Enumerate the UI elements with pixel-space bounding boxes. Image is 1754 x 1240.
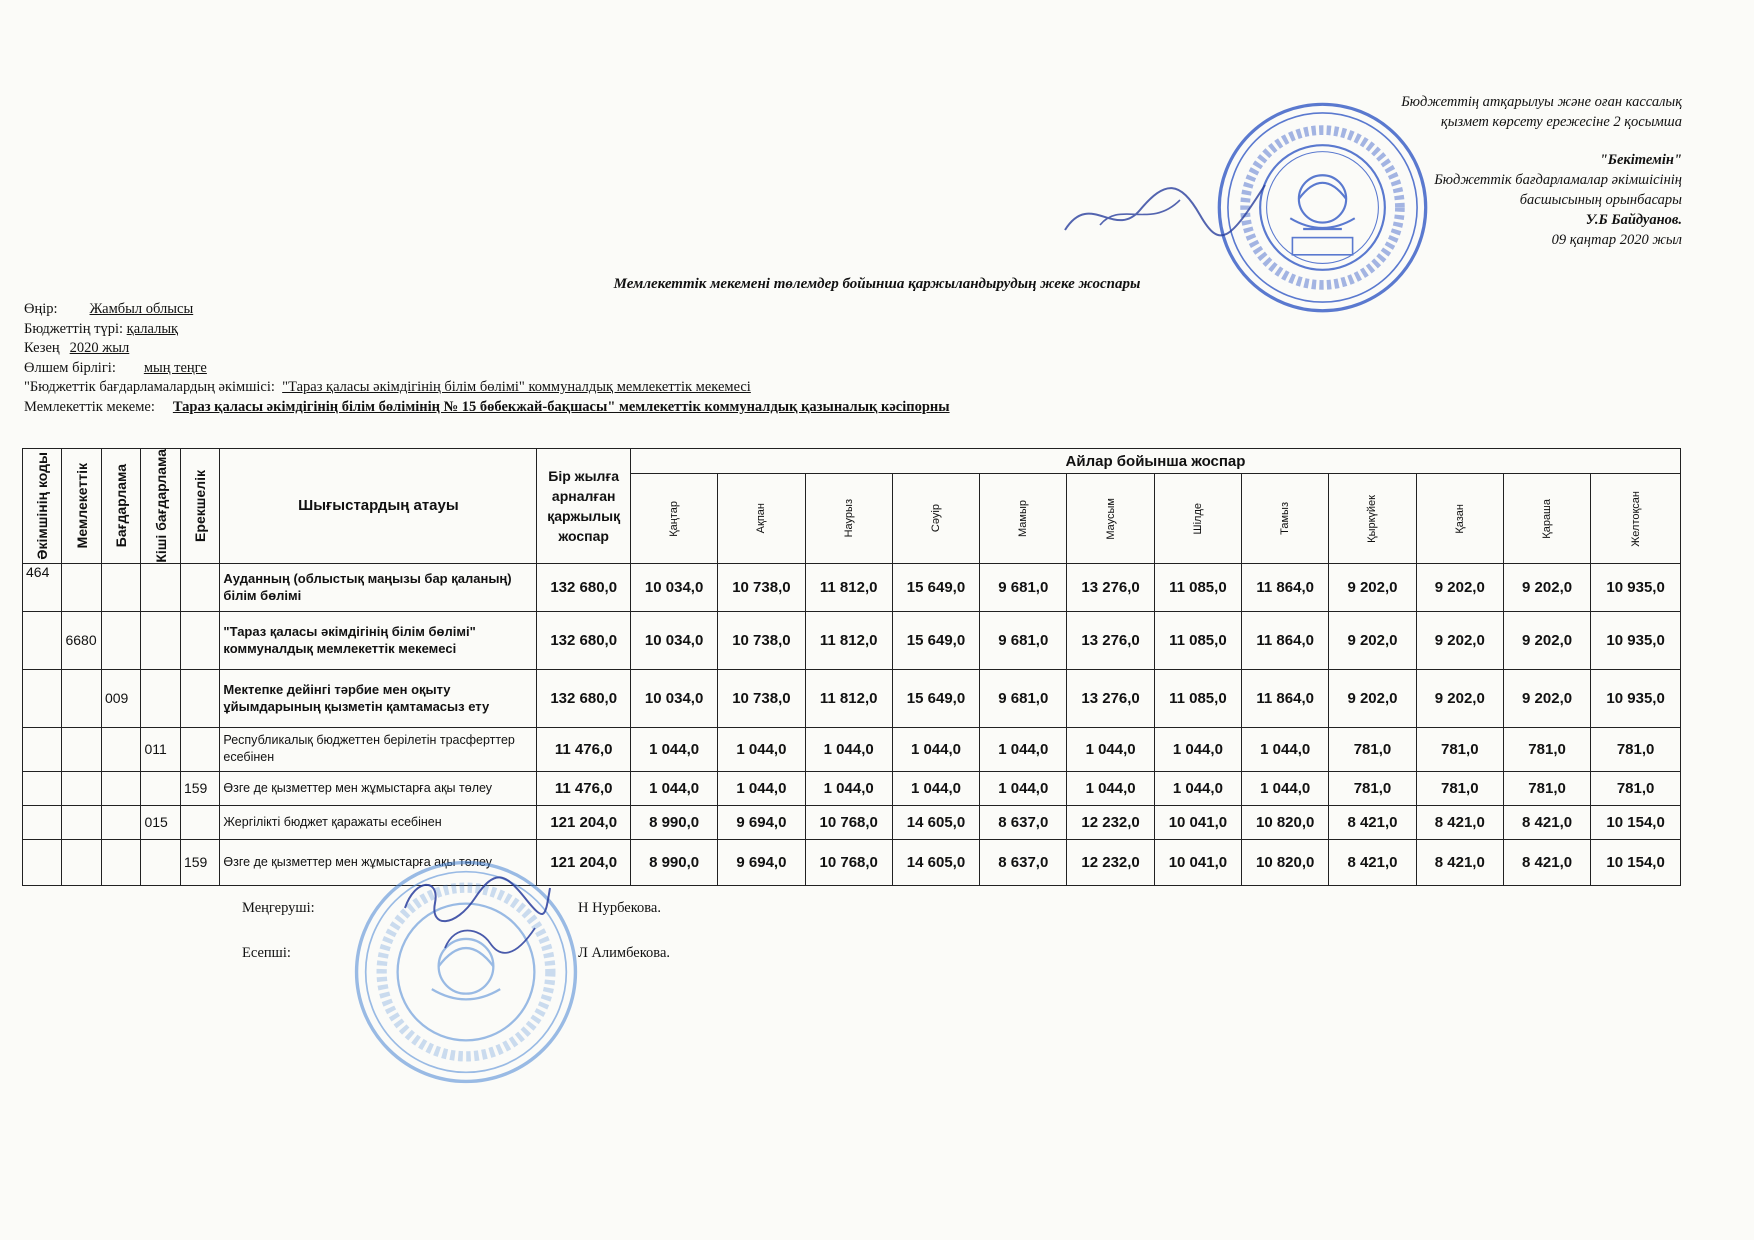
code-cell: 009 [101,669,140,727]
code-cell [62,805,101,839]
header-month: Сәуір [892,474,979,563]
header-specific: Ерекшелік [180,449,219,564]
code-cell: 6680 [62,611,101,669]
code-cell [180,669,219,727]
month-value: 9 202,0 [1416,563,1503,611]
month-value: 10 041,0 [1154,839,1241,885]
header-annual: Бір жылға арналған қаржылық жоспар [537,449,631,564]
month-value: 8 637,0 [980,805,1067,839]
month-value: 10 820,0 [1242,805,1329,839]
month-value: 1 044,0 [1067,727,1154,771]
month-value: 9 681,0 [980,563,1067,611]
table-row [23,839,1681,885]
month-value: 10 738,0 [718,669,805,727]
code-cell: 159 [180,839,219,885]
month-value: 11 812,0 [805,563,892,611]
month-value: 10 738,0 [718,563,805,611]
expense-name: "Тараз қаласы әкімдігінің білім бөлімі" коммуналдық мемлекеттік мекемесі [220,611,537,669]
admin-value: "Тараз қаласы әкімдігінің білім бөлімі" коммуналдық мемлекеттік мекемесі [282,379,751,395]
month-value: 8 990,0 [630,839,717,885]
month-value: 781,0 [1329,727,1416,771]
month-value: 11 864,0 [1242,669,1329,727]
month-value: 9 681,0 [980,669,1067,727]
month-value: 1 044,0 [718,771,805,805]
month-value: 10 820,0 [1242,839,1329,885]
month-value: 10 034,0 [630,611,717,669]
month-value: 9 694,0 [718,839,805,885]
code-cell [101,839,140,885]
annual-plan-value: 121 204,0 [537,805,631,839]
month-value: 1 044,0 [980,727,1067,771]
code-cell [62,669,101,727]
month-value: 11 812,0 [805,669,892,727]
annual-plan-value: 132 680,0 [537,563,631,611]
annual-plan-value: 132 680,0 [537,669,631,727]
month-value: 1 044,0 [1067,771,1154,805]
month-value: 10 768,0 [805,839,892,885]
month-value: 11 085,0 [1154,563,1241,611]
month-value: 9 202,0 [1503,563,1590,611]
institution-value: Тараз қаласы әкімдігінің білім бөлімінің № 15 бөбекжай-бақшасы" мемлекеттік коммуналдық қазыналық кәсіпорны [172,398,950,415]
table-row [23,611,1681,669]
code-cell [62,771,101,805]
code-cell [180,611,219,669]
header-month: Қазан [1416,474,1503,563]
month-value: 9 202,0 [1329,669,1416,727]
code-cell [141,563,180,611]
accountant-label: Есепші: [242,945,291,961]
header-month: Желтоқсан [1591,474,1681,563]
code-cell [62,727,101,771]
code-cell [101,771,140,805]
month-value: 14 605,0 [892,805,979,839]
month-value: 9 202,0 [1503,669,1590,727]
month-value: 1 044,0 [892,771,979,805]
month-value: 9 202,0 [1416,669,1503,727]
head-label: Меңгеруші: [242,900,315,916]
accountant-name: Л Алимбекова. [578,945,670,961]
budget-type-value: қалалық [126,320,179,337]
approver-position-1: Бюджеттік бағдарламалар әкімшісінің [1434,172,1682,188]
month-value: 9 202,0 [1416,611,1503,669]
expense-name: Өзге де қызметтер мен жұмыстарға ақы төлеу [220,771,537,805]
code-cell [23,611,62,669]
month-value: 1 044,0 [1242,771,1329,805]
month-value: 10 034,0 [630,669,717,727]
plan-title: Мемлекеттік мекемені төлемдер бойынша қаржыландырудың жеке жоспары [613,276,1141,292]
code-cell [180,805,219,839]
code-cell: 011 [141,727,180,771]
header-month: Қараша [1503,474,1590,563]
month-value: 10 034,0 [630,563,717,611]
code-cell [23,839,62,885]
month-value: 8 421,0 [1416,805,1503,839]
month-value: 1 044,0 [1242,727,1329,771]
approver-name: У.Б Байдуанов. [1585,212,1682,228]
code-cell [180,727,219,771]
annual-plan-value: 132 680,0 [537,611,631,669]
month-value: 9 202,0 [1329,611,1416,669]
code-cell [23,727,62,771]
month-value: 9 202,0 [1329,563,1416,611]
table-row [23,669,1681,727]
month-value: 14 605,0 [892,839,979,885]
expense-name: Жергілікті бюджет қаражаты есебінен [220,805,537,839]
month-value: 12 232,0 [1067,805,1154,839]
region-value: Жамбыл облысы [89,301,194,317]
code-cell: 015 [141,805,180,839]
month-value: 781,0 [1591,771,1681,805]
month-value: 781,0 [1591,727,1681,771]
code-cell [141,611,180,669]
month-value: 10 935,0 [1591,563,1681,611]
approve-label: "Бекітемін" [1599,152,1682,168]
approval-date: 09 қаңтар 2020 жыл [1551,232,1682,248]
period-value: 2020 жыл [69,340,130,356]
month-value: 11 864,0 [1242,611,1329,669]
month-value: 9 694,0 [718,805,805,839]
code-cell: 464 [23,563,62,611]
month-value: 13 276,0 [1067,611,1154,669]
header-month: Наурыз [805,474,892,563]
period-label: Кезең [24,340,60,356]
header-months-title: Айлар бойынша жоспар [630,449,1680,474]
financing-plan-table [22,448,1681,886]
code-cell [141,669,180,727]
month-value: 13 276,0 [1067,669,1154,727]
code-cell [23,669,62,727]
admin-label: "Бюджеттік бағдарламалардың әкімшісі: [24,379,275,395]
code-cell [141,771,180,805]
header-month: Ақпан [718,474,805,563]
month-value: 1 044,0 [805,727,892,771]
header-month: Қыркүйек [1329,474,1416,563]
head-name: Н Нурбекова. [578,900,661,916]
header-month: Мамыр [980,474,1067,563]
month-value: 8 421,0 [1329,839,1416,885]
month-value: 8 421,0 [1503,805,1590,839]
header-month: Шілде [1154,474,1241,563]
code-cell [141,839,180,885]
month-value: 10 041,0 [1154,805,1241,839]
header-month: Қаңтар [630,474,717,563]
expense-name: Өзге де қызметтер мен жұмыстарға ақы төлеу [220,839,537,885]
table-row [23,563,1681,611]
appendix-line-2: қызмет көрсету ережесіне 2 қосымша [1440,114,1682,130]
code-cell [101,563,140,611]
month-value: 1 044,0 [805,771,892,805]
month-value: 10 738,0 [718,611,805,669]
month-value: 11 864,0 [1242,563,1329,611]
month-value: 10 935,0 [1591,669,1681,727]
month-value: 781,0 [1503,727,1590,771]
expense-name: Ауданның (облыстық маңызы бар қаланың) білім бөлімі [220,563,537,611]
month-value: 8 637,0 [980,839,1067,885]
header-month: Тамыз [1242,474,1329,563]
signature-scribble [1060,170,1270,250]
table-row [23,771,1681,805]
appendix-line-1: Бюджеттің атқарылуы және оған кассалық [1401,94,1682,110]
code-cell [101,805,140,839]
month-value: 1 044,0 [1154,771,1241,805]
expense-name: Республикалық бюджеттен берілетін трасферттер есебінен [220,727,537,771]
month-value: 10 768,0 [805,805,892,839]
institution-label: Мемлекеттік мекеме: [24,398,155,415]
month-value: 8 421,0 [1416,839,1503,885]
month-value: 1 044,0 [1154,727,1241,771]
annual-plan-value: 11 476,0 [537,771,631,805]
month-value: 11 812,0 [805,611,892,669]
month-value: 9 681,0 [980,611,1067,669]
code-cell [62,839,101,885]
month-value: 11 085,0 [1154,669,1241,727]
month-value: 8 421,0 [1329,805,1416,839]
header-admin-code: Әкімшінің коды [23,449,62,564]
month-value: 8 990,0 [630,805,717,839]
unit-label: Өлшем бірлігі: [24,359,116,376]
month-value: 12 232,0 [1067,839,1154,885]
month-value: 781,0 [1416,727,1503,771]
signature-scribble [395,868,555,968]
budget-type-label: Бюджеттің түрі: [24,320,124,337]
month-value: 1 044,0 [630,727,717,771]
plan-meta [24,300,950,417]
month-value: 10 154,0 [1591,839,1681,885]
code-cell [23,771,62,805]
approver-position-2: басшысының орынбасары [1519,192,1682,208]
annual-plan-value: 121 204,0 [537,839,631,885]
month-value: 15 649,0 [892,669,979,727]
month-value: 9 202,0 [1503,611,1590,669]
month-value: 1 044,0 [892,727,979,771]
code-cell: 159 [180,771,219,805]
header-name: Шығыстардың атауы [220,449,537,564]
region-label: Өңір: [24,301,58,317]
month-value: 10 154,0 [1591,805,1681,839]
month-value: 1 044,0 [718,727,805,771]
table-row [23,727,1681,771]
month-value: 15 649,0 [892,611,979,669]
month-value: 781,0 [1416,771,1503,805]
unit-value: мың теңге [143,359,207,376]
header-state: Мемлекеттік [62,449,101,564]
month-value: 11 085,0 [1154,611,1241,669]
code-cell [101,727,140,771]
expense-name: Мектепке дейінгі тәрбие мен оқыту ұйымдарының қызметін қамтамасыз ету [220,669,537,727]
annual-plan-value: 11 476,0 [537,727,631,771]
header-subprogram: Кіші бағдарлама [141,449,180,564]
month-value: 15 649,0 [892,563,979,611]
header-program: Бағдарлама [101,449,140,564]
code-cell [23,805,62,839]
month-value: 1 044,0 [980,771,1067,805]
month-value: 10 935,0 [1591,611,1681,669]
table-row [23,805,1681,839]
code-cell [101,611,140,669]
month-value: 8 421,0 [1503,839,1590,885]
header-month: Маусым [1067,474,1154,563]
month-value: 781,0 [1503,771,1590,805]
code-cell [180,563,219,611]
month-value: 1 044,0 [630,771,717,805]
code-cell [62,563,101,611]
month-value: 781,0 [1329,771,1416,805]
month-value: 13 276,0 [1067,563,1154,611]
